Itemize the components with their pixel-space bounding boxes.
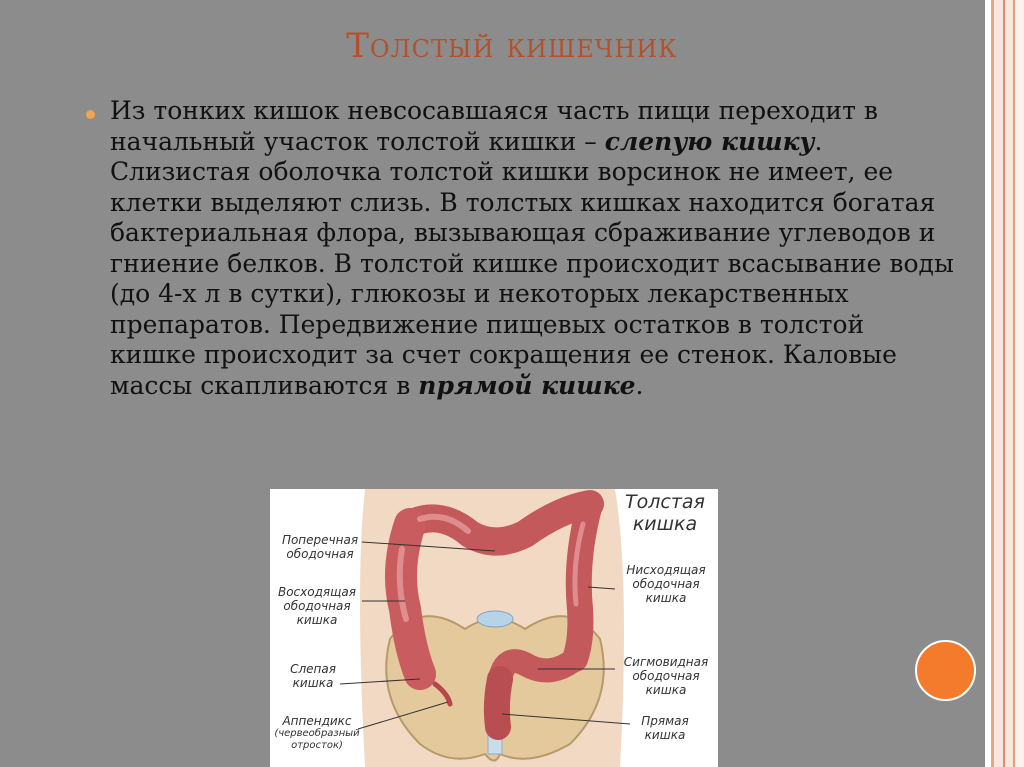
slide-title: Толстый кишечник [346,26,678,66]
label-transverse-colon: Поперечная ободочная [281,533,359,561]
label-cecum: Слепая кишка [290,662,336,690]
body-text-part-1: Из тонких кишок невсосавшаяся часть пищи переходит в начальный участок толстой кишки – [110,96,878,156]
term-rectum: прямой кишке [418,370,636,400]
body-text [110,96,955,401]
large-intestine-diagram [270,489,718,767]
bullet-icon [86,110,95,119]
term-cecum: слепую кишку [604,126,815,156]
label-ascending-colon: Восходящая ободочная кишка [277,585,356,627]
body-text-part-2: . Слизистая оболочка толстой кишки ворсинок не имеет, ее клетки выделяют слизь. В толстых кишках находится богатая бактериальная флора, вызывающая сбраживание углеводов и гниение белков. В толстой кишке происходит всасывание воды (до 4-х л в сутки), глюкозы и некоторых лекарственных препаратов. Передвижение пищевых остатков в толстой кишке происходит за счет сокращения ее стенок. Каловые массы скапливаются в [110,126,954,400]
decorative-side-stripes [985,0,1024,767]
label-sigmoid-colon: Сигмовидная ободочная кишка [623,655,709,697]
label-descending-colon: Нисходящая ободочная кишка [626,563,706,605]
body-text-part-3: . [635,370,644,400]
diagram-title: Толстая кишка [625,491,705,535]
decorative-orange-circle [915,640,976,701]
label-rectum: Прямая кишка [641,714,689,742]
label-appendix: Аппендикс (червеобразный отросток) [274,714,360,751]
